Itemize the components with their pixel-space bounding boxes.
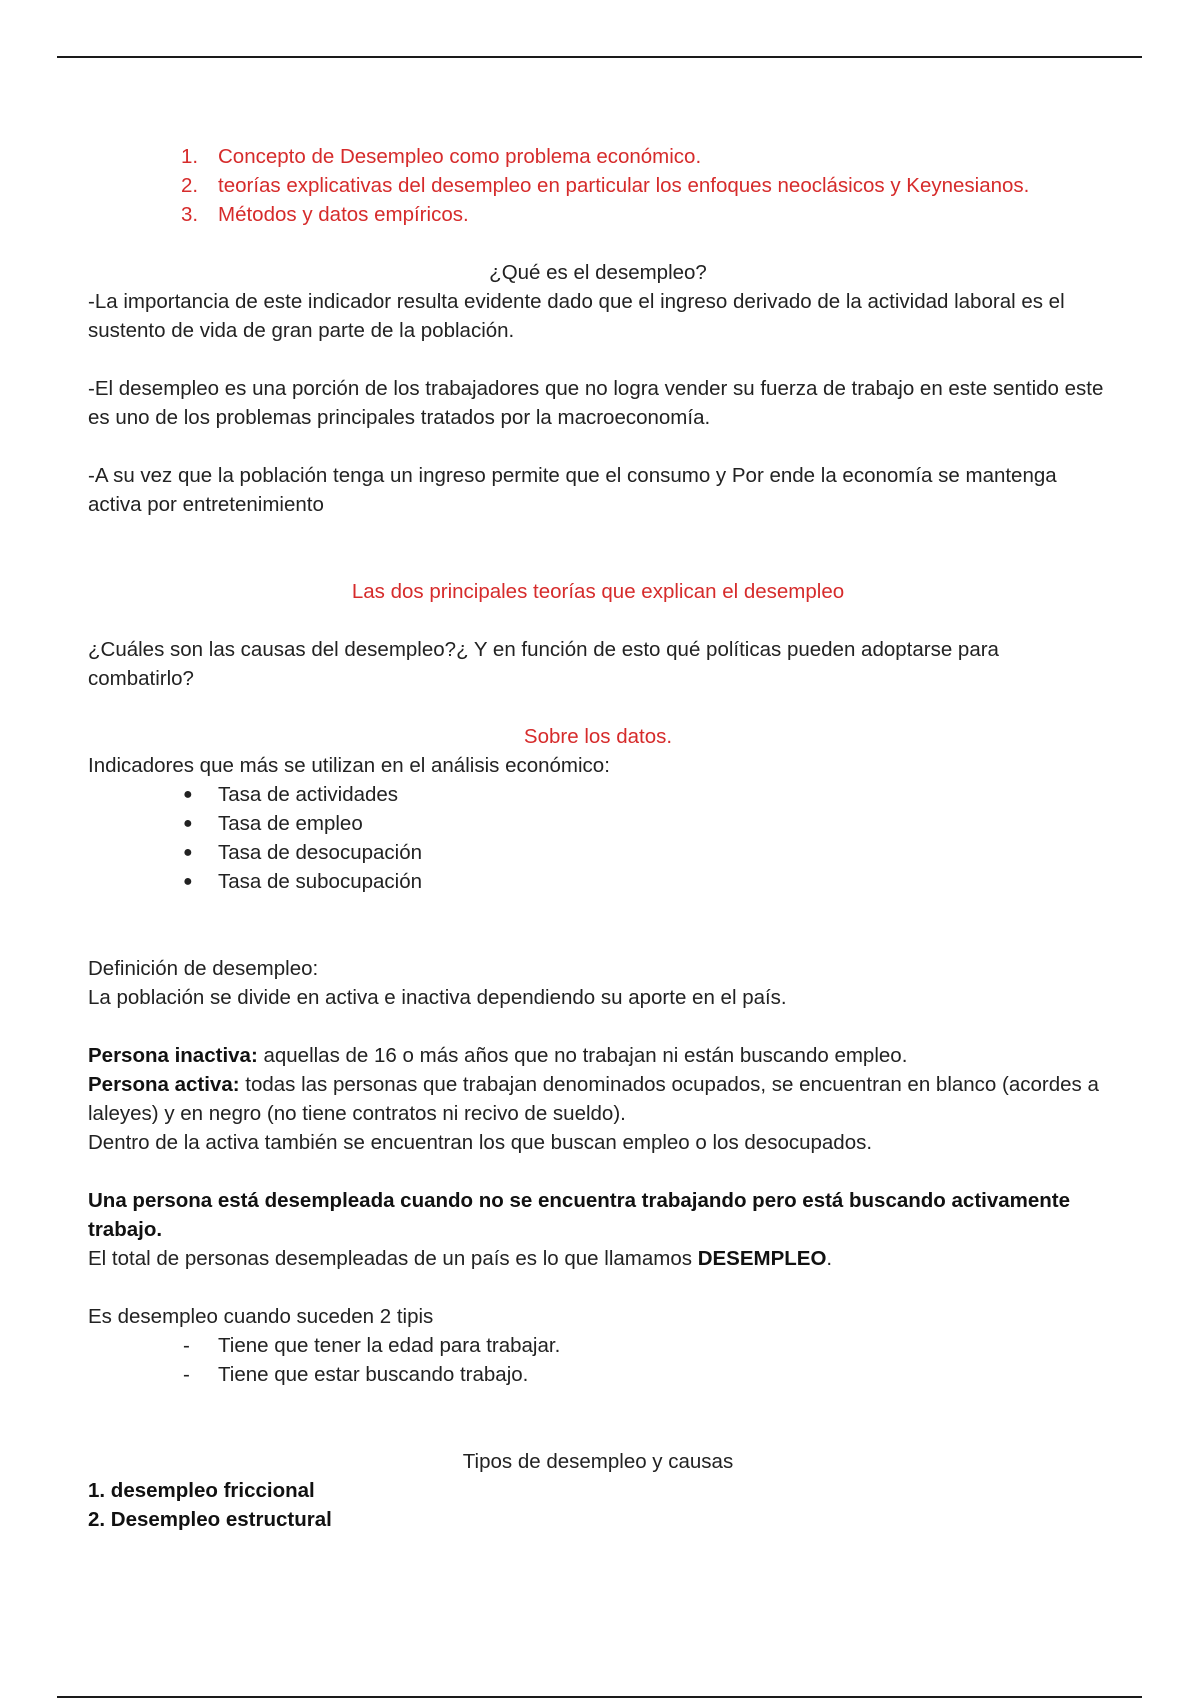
list-item: ● Tasa de actividades <box>88 780 1108 809</box>
theories-question: ¿Cuáles son las causas del desempleo?¿ Y en función de esto qué políticas pueden adoptarse para combatirlo? <box>88 638 999 690</box>
list-item: - Tiene que tener la edad para trabajar. <box>88 1331 1108 1360</box>
total-unemployment: El total de personas desempleadas de un país es lo que llamamos DESEMPLEO. <box>88 1247 833 1270</box>
conditions-intro: Es desempleo cuando suceden 2 tipis <box>88 1305 434 1328</box>
unemployed-definition: Una persona está desempleada cuando no se encuentra trabajando pero está buscando activamente trabajo. <box>88 1189 1071 1241</box>
type-item: 2. Desempleo estructural <box>88 1508 332 1531</box>
type-item: 1. desempleo friccional <box>88 1479 315 1502</box>
what-is-paragraph-2: -El desempleo es una porción de los trabajadores que no logra vender su fuerza de trabajo en este sentido este es uno de los problemas principales tratados por la macroeconomía. <box>88 377 1104 429</box>
data-intro: Indicadores que más se utilizan en el análisis económico: <box>88 754 610 777</box>
bullet-icon: ● <box>183 786 193 803</box>
list-item: ● Tasa de empleo <box>88 809 1108 838</box>
list-item: ● Tasa de subocupación <box>88 867 1108 896</box>
list-item: ● Tasa de desocupación <box>88 838 1108 867</box>
bottom-rule <box>57 1696 1142 1698</box>
dash-icon: - <box>183 1334 190 1357</box>
data-heading: Sobre los datos. <box>523 725 673 748</box>
objectives-list <box>88 142 1108 229</box>
objective-item: 2. teorías explicativas del desempleo en particular los enfoques neoclásicos y Keynesianos. <box>181 174 1030 197</box>
what-is-paragraph-1: -La importancia de este indicador resulta evidente dado que el ingreso derivado de la actividad laboral es el sustento de vida de gran parte de la población. <box>88 290 1065 342</box>
document-body <box>88 142 1108 1534</box>
dash-icon: - <box>183 1363 190 1386</box>
what-is-paragraph-3: -A su vez que la población tenga un ingreso permite que el consumo y Por ende la economía se mantenga activa por entretenimiento <box>88 464 1057 516</box>
active-extra: Dentro de la activa también se encuentran los que buscan empleo o los desocupados. <box>88 1131 873 1154</box>
definition-heading: Definición de desempleo: <box>88 957 319 980</box>
bullet-icon: ● <box>183 815 193 832</box>
what-is-heading: ¿Qué es el desempleo? <box>489 261 707 284</box>
inactive-definition: Persona inactiva: aquellas de 16 o más años que no trabajan ni están buscando empleo. <box>88 1044 908 1067</box>
objective-item: 1. Concepto de Desempleo como problema económico. <box>181 145 702 168</box>
theories-heading: Las dos principales teorías que explican el desempleo <box>351 580 845 603</box>
bullet-icon: ● <box>183 873 193 890</box>
indicators-list <box>88 780 1108 896</box>
types-heading: Tipos de desempleo y causas <box>462 1450 734 1473</box>
objective-item: 3. Métodos y datos empíricos. <box>181 203 469 226</box>
bullet-icon: ● <box>183 844 193 861</box>
conditions-list <box>88 1331 1108 1389</box>
definition-intro: La población se divide en activa e inactiva dependiendo su aporte en el país. <box>88 986 787 1009</box>
top-rule <box>57 56 1142 58</box>
active-definition: Persona activa: todas las personas que trabajan denominados ocupados, se encuentran en blanco (acordes a laleyes) y en negro (no tiene contratos ni recivo de sueldo). <box>88 1073 1099 1125</box>
list-item: - Tiene que estar buscando trabajo. <box>88 1360 1108 1389</box>
